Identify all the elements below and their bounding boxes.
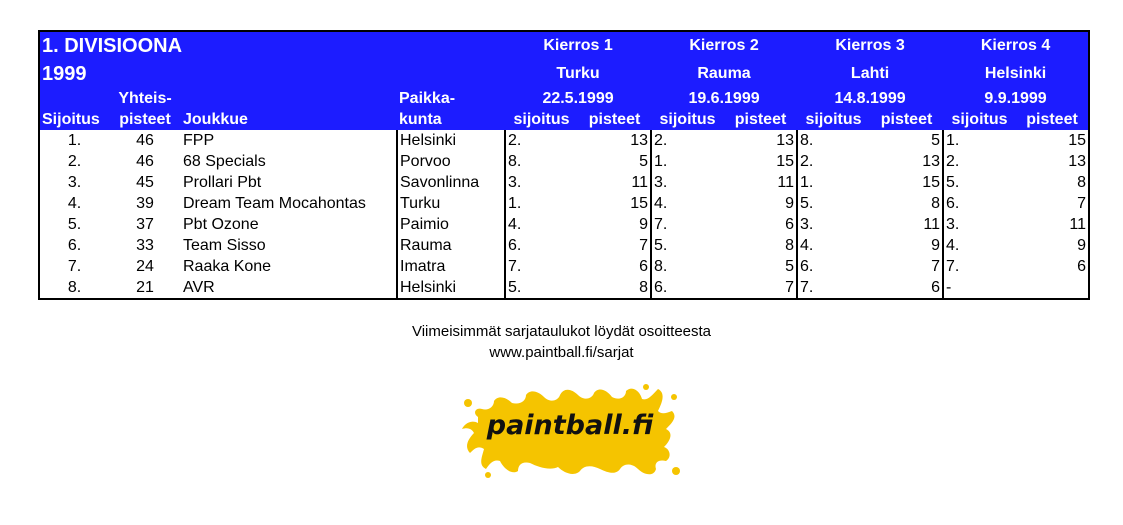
- paintball-logo: [460, 383, 680, 479]
- round-place-cell: 8.: [505, 151, 578, 172]
- round-3-date: 14.8.1999: [797, 88, 943, 109]
- round-points-cell: 8: [931, 195, 941, 212]
- round-points-cell: 11: [631, 174, 649, 191]
- round-place-cell: 2.: [505, 130, 578, 151]
- team-cell: AVR: [183, 279, 215, 296]
- rank-header: Sijoitus: [39, 109, 109, 130]
- round-points-cell: 11: [777, 174, 795, 191]
- round-points-cell: 9: [931, 237, 941, 254]
- header-row-4: [39, 109, 1089, 130]
- round-place-cell: 5.: [943, 172, 1016, 193]
- round-place-cell: 3.: [943, 214, 1016, 235]
- round-4-date: 9.9.1999: [943, 88, 1089, 109]
- total-points-cell: 46: [136, 132, 154, 149]
- round-place-cell: 6.: [797, 256, 870, 277]
- round-4-points-header: pisteet: [1016, 109, 1089, 130]
- round-points-cell: 7: [931, 258, 941, 275]
- round-place-cell: 8.: [797, 130, 870, 151]
- total-header-bottom: pisteet: [109, 109, 181, 130]
- total-points-cell: 33: [136, 237, 154, 254]
- round-place-cell: 4.: [651, 193, 724, 214]
- round-place-cell: 1.: [505, 193, 578, 214]
- logo-text: paintball.fi: [486, 410, 654, 441]
- round-place-cell: 1.: [943, 130, 1016, 151]
- round-points-cell: 6: [639, 258, 649, 275]
- rank-cell: 8.: [67, 279, 82, 296]
- round-points-cell: 9: [1077, 237, 1087, 254]
- round-2-name: Kierros 2: [651, 31, 797, 60]
- round-points-cell: 13: [776, 132, 795, 149]
- table-row: [39, 214, 1089, 235]
- round-place-cell: 6.: [943, 193, 1016, 214]
- round-points-cell: 5: [639, 153, 649, 170]
- round-points-cell: 7: [785, 279, 795, 296]
- team-cell: Raaka Kone: [183, 258, 272, 275]
- table-row: [39, 130, 1089, 151]
- round-1-city: Turku: [505, 60, 651, 88]
- round-2-points-header: pisteet: [724, 109, 797, 130]
- round-place-cell: 2.: [651, 130, 724, 151]
- round-2-city: Rauma: [651, 60, 797, 88]
- town-header-bottom: kunta: [397, 109, 505, 130]
- round-points-cell: 6: [931, 279, 941, 296]
- team-cell: Team Sisso: [183, 237, 266, 254]
- round-points-cell: 6: [1077, 258, 1087, 275]
- round-4-city: Helsinki: [943, 60, 1089, 88]
- round-place-cell: 2.: [943, 151, 1016, 172]
- round-points-cell: 15: [922, 174, 941, 191]
- header-row-3: [39, 88, 1089, 109]
- table-row: [39, 193, 1089, 214]
- round-1-points-header: pisteet: [578, 109, 651, 130]
- round-place-cell: 4.: [943, 235, 1016, 256]
- town-cell: Helsinki: [397, 130, 505, 151]
- round-points-cell: 13: [922, 153, 941, 170]
- round-points-cell: 11: [1069, 216, 1087, 233]
- round-points-cell: 11: [923, 216, 941, 233]
- table-row: [39, 151, 1089, 172]
- footer-url: www.paintball.fi/sarjat: [489, 344, 634, 361]
- round-place-cell: 5.: [797, 193, 870, 214]
- round-points-cell: 6: [785, 216, 795, 233]
- header-row-2: [39, 60, 1089, 88]
- total-header-top: Yhteis-: [109, 88, 181, 109]
- round-place-cell: -: [943, 277, 1016, 299]
- rank-cell: 1.: [67, 132, 82, 149]
- round-place-cell: 3.: [797, 214, 870, 235]
- round-4-place-header: sijoitus: [943, 109, 1016, 130]
- round-points-cell: 8: [1077, 174, 1087, 191]
- round-place-cell: 7.: [797, 277, 870, 299]
- team-cell: Prollari Pbt: [183, 174, 262, 191]
- round-points-cell: 9: [785, 195, 795, 212]
- round-points-cell: 9: [639, 216, 649, 233]
- total-points-cell: 37: [136, 216, 154, 233]
- footer-line-1: Viimeisimmät sarjataulukot löydät osoitteesta: [411, 323, 712, 340]
- total-points-cell: 24: [136, 258, 154, 275]
- round-3-city: Lahti: [797, 60, 943, 88]
- total-points-cell: 46: [136, 153, 154, 170]
- town-cell: Paimio: [397, 214, 505, 235]
- round-points-cell: 7: [639, 237, 649, 254]
- round-place-cell: 7.: [505, 256, 578, 277]
- round-4-name: Kierros 4: [943, 31, 1089, 60]
- round-3-place-header: sijoitus: [797, 109, 870, 130]
- rank-cell: 2.: [67, 153, 82, 170]
- round-place-cell: 7.: [943, 256, 1016, 277]
- town-cell: Savonlinna: [397, 172, 505, 193]
- round-place-cell: 6.: [651, 277, 724, 299]
- round-place-cell: 1.: [651, 151, 724, 172]
- town-header-top: Paikka-: [397, 88, 505, 109]
- total-points-cell: 39: [136, 195, 154, 212]
- round-points-cell: 13: [630, 132, 649, 149]
- round-points-cell: 15: [1068, 132, 1087, 149]
- team-cell: Pbt Ozone: [183, 216, 259, 233]
- round-place-cell: 5.: [651, 235, 724, 256]
- round-points-cell: 7: [1077, 195, 1087, 212]
- rank-cell: 4.: [67, 195, 82, 212]
- round-place-cell: 4.: [797, 235, 870, 256]
- round-points-cell: 15: [776, 153, 795, 170]
- round-3-points-header: pisteet: [870, 109, 943, 130]
- town-cell: Turku: [397, 193, 505, 214]
- round-points-cell: 5: [785, 258, 795, 275]
- round-points-cell: 5: [931, 132, 941, 149]
- round-place-cell: 1.: [797, 172, 870, 193]
- town-cell: Porvoo: [397, 151, 505, 172]
- round-place-cell: 3.: [505, 172, 578, 193]
- round-points-cell: 13: [1068, 153, 1087, 170]
- round-1-date: 22.5.1999: [505, 88, 651, 109]
- rank-cell: 6.: [67, 237, 82, 254]
- round-place-cell: 4.: [505, 214, 578, 235]
- round-points-cell: [1016, 277, 1089, 299]
- team-cell: Dream Team Mocahontas: [183, 195, 366, 212]
- header-spacer: [181, 88, 397, 109]
- table-row: [39, 235, 1089, 256]
- round-1-place-header: sijoitus: [505, 109, 578, 130]
- round-2-place-header: sijoitus: [651, 109, 724, 130]
- table-row: [39, 256, 1089, 277]
- rank-cell: 7.: [67, 258, 82, 275]
- round-place-cell: 3.: [651, 172, 724, 193]
- team-cell: FPP: [183, 132, 215, 149]
- round-points-cell: 8: [639, 279, 649, 296]
- table-row: [39, 172, 1089, 193]
- town-cell: Imatra: [397, 256, 505, 277]
- round-2-date: 19.6.1999: [651, 88, 797, 109]
- total-points-cell: 45: [136, 174, 154, 191]
- season-year: 1999: [39, 60, 505, 88]
- header-row-1: [39, 31, 1089, 60]
- rank-cell: 3.: [67, 174, 82, 191]
- table-row: [39, 277, 1089, 299]
- round-place-cell: 2.: [797, 151, 870, 172]
- round-1-name: Kierros 1: [505, 31, 651, 60]
- standings-table: [38, 30, 1090, 300]
- town-cell: Rauma: [397, 235, 505, 256]
- round-place-cell: 6.: [505, 235, 578, 256]
- total-points-cell: 21: [136, 279, 154, 296]
- round-place-cell: 8.: [651, 256, 724, 277]
- round-place-cell: 5.: [505, 277, 578, 299]
- team-header: Joukkue: [181, 109, 397, 130]
- round-3-name: Kierros 3: [797, 31, 943, 60]
- rank-cell: 5.: [67, 216, 82, 233]
- round-place-cell: 7.: [651, 214, 724, 235]
- round-points-cell: 15: [630, 195, 649, 212]
- town-cell: Helsinki: [397, 277, 505, 299]
- header-spacer: [39, 88, 109, 109]
- division-title: 1. DIVISIOONA: [39, 31, 505, 60]
- round-points-cell: 8: [785, 237, 795, 254]
- team-cell: 68 Specials: [183, 153, 266, 170]
- standings-body: [39, 130, 1089, 299]
